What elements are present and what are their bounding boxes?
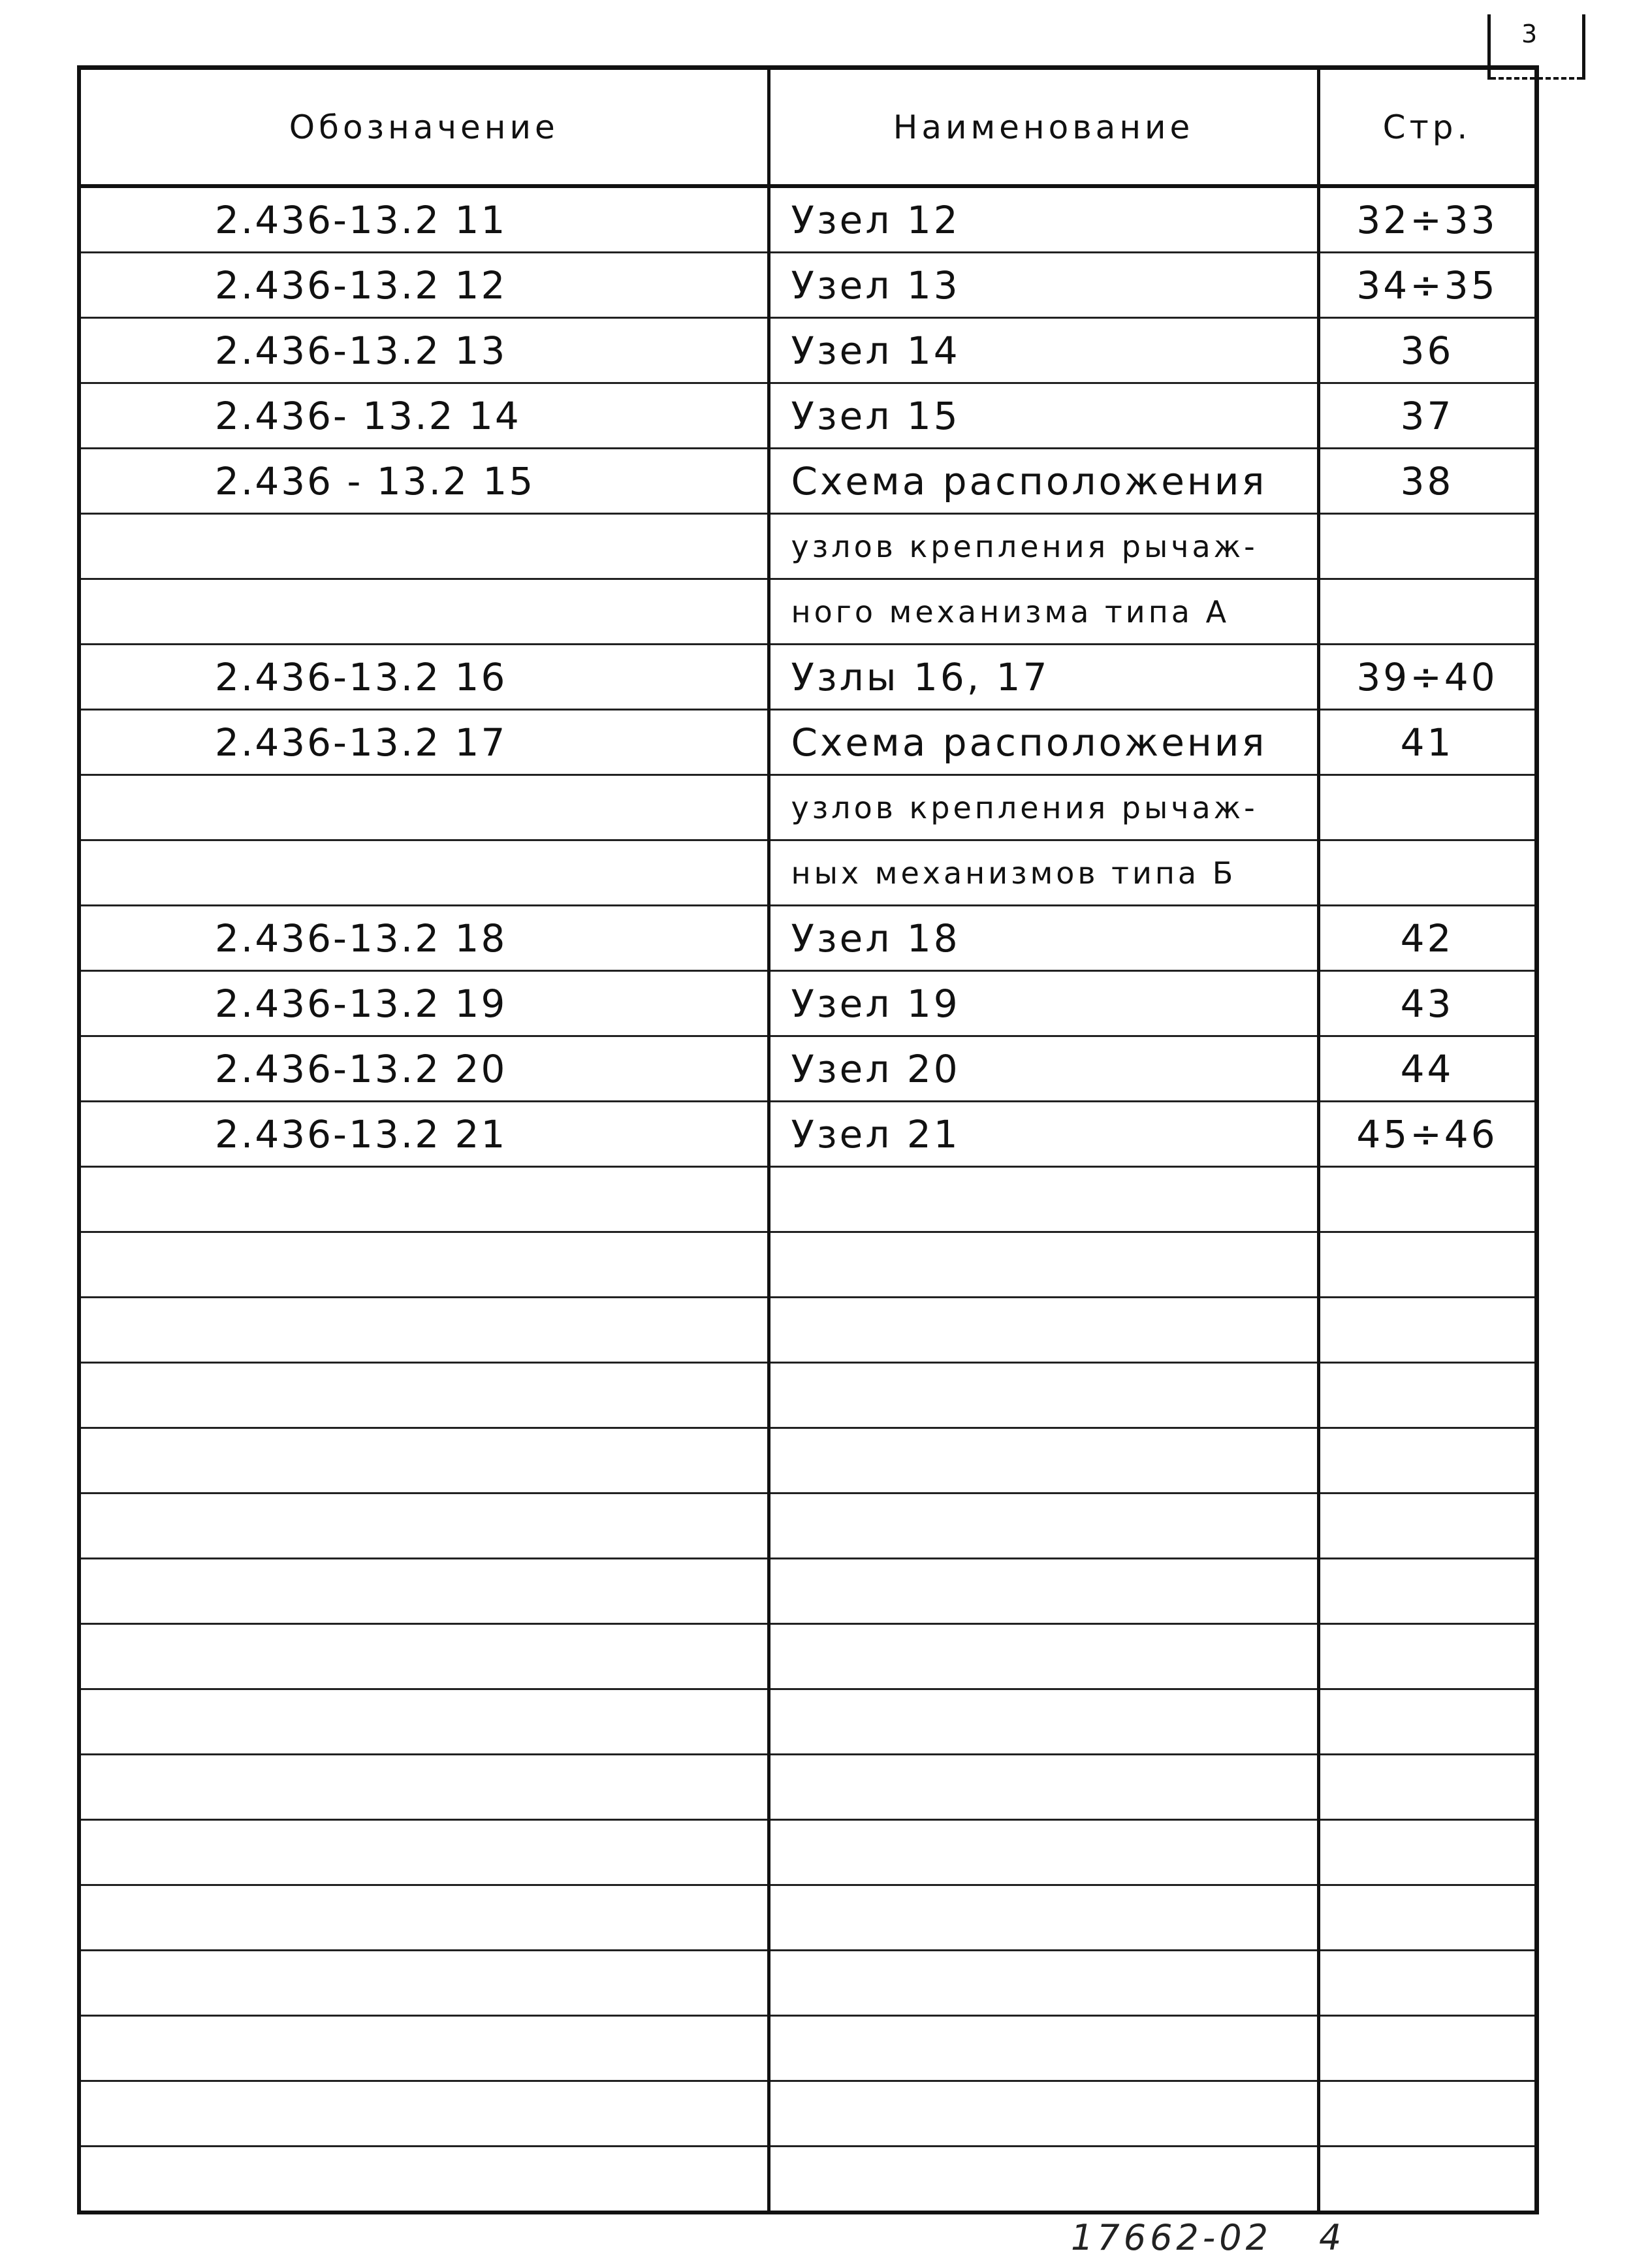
row-designation: 2.436-13.2 17 (79, 710, 769, 775)
table-row (79, 383, 1536, 449)
row-page: 45÷46 (1318, 1102, 1536, 1167)
row-designation: 2.436-13.2 18 (79, 906, 769, 971)
row-name: Узел 13 (769, 253, 1318, 318)
blank-cell (79, 1232, 769, 1298)
table-row (79, 579, 1536, 645)
header-designation: Обозначение (79, 68, 769, 187)
blank-cell (79, 1820, 769, 1885)
blank-cell (1318, 1428, 1536, 1493)
row-name: Узел 15 (769, 383, 1318, 449)
blank-row (79, 1689, 1536, 1755)
document-code: 17662-02 (1071, 2217, 1272, 2258)
row-designation: 2.436-13.2 19 (79, 971, 769, 1036)
blank-cell (769, 1232, 1318, 1298)
blank-cell (1318, 1951, 1536, 2016)
blank-cell (769, 1820, 1318, 1885)
blank-cell (79, 1755, 769, 1820)
blank-row (79, 1820, 1536, 1885)
blank-cell (769, 1624, 1318, 1689)
row-designation: 2.436-13.2 21 (79, 1102, 769, 1167)
row-name: Узел 19 (769, 971, 1318, 1036)
blank-row (79, 1755, 1536, 1820)
blank-cell (1318, 2016, 1536, 2081)
blank-cell (1318, 2147, 1536, 2213)
blank-cell (769, 1951, 1318, 2016)
row-page (1318, 514, 1536, 579)
blank-row (79, 1232, 1536, 1298)
row-name: Узел 12 (769, 186, 1318, 253)
table-row (79, 449, 1536, 514)
blank-cell (1318, 1298, 1536, 1363)
blank-row (79, 1493, 1536, 1559)
row-page: 36 (1318, 318, 1536, 383)
row-page: 34÷35 (1318, 253, 1536, 318)
blank-cell (1318, 1232, 1536, 1298)
blank-cell (79, 2081, 769, 2147)
table-row (79, 1102, 1536, 1167)
blank-row (79, 1298, 1536, 1363)
blank-cell (1318, 1624, 1536, 1689)
row-page: 37 (1318, 383, 1536, 449)
blank-row (79, 1428, 1536, 1493)
header-row (79, 68, 1536, 187)
row-designation (79, 579, 769, 645)
row-designation: 2.436-13.2 16 (79, 645, 769, 710)
table-row (79, 253, 1536, 318)
table-row (79, 645, 1536, 710)
page-number: 3 (1521, 20, 1538, 48)
row-page: 44 (1318, 1036, 1536, 1102)
row-name: Схема расположения (769, 710, 1318, 775)
row-page: 39÷40 (1318, 645, 1536, 710)
blank-cell (769, 2147, 1318, 2213)
header-page: Стр. (1318, 68, 1536, 187)
blank-cell (79, 1559, 769, 1624)
blank-cell (1318, 1755, 1536, 1820)
row-designation: 2.436 - 13.2 15 (79, 449, 769, 514)
blank-cell (79, 1298, 769, 1363)
blank-cell (1318, 1559, 1536, 1624)
row-designation: 2.436- 13.2 14 (79, 383, 769, 449)
row-name: узлов крепления рычаж- (769, 775, 1318, 840)
row-page: 41 (1318, 710, 1536, 775)
blank-cell (1318, 1363, 1536, 1428)
row-name: Схема расположения (769, 449, 1318, 514)
row-page (1318, 579, 1536, 645)
table-row (79, 775, 1536, 840)
blank-cell (769, 1689, 1318, 1755)
blank-cell (769, 2081, 1318, 2147)
table-body (79, 186, 1536, 2212)
row-designation: 2.436-13.2 12 (79, 253, 769, 318)
blank-row (79, 1885, 1536, 1951)
blank-row (79, 1167, 1536, 1232)
blank-cell (1318, 1689, 1536, 1755)
table-row (79, 1036, 1536, 1102)
row-name: узлов крепления рычаж- (769, 514, 1318, 579)
row-name: ного механизма типа А (769, 579, 1318, 645)
blank-cell (769, 1493, 1318, 1559)
blank-cell (769, 1298, 1318, 1363)
table-row (79, 971, 1536, 1036)
table-row (79, 840, 1536, 906)
row-page: 43 (1318, 971, 1536, 1036)
blank-row (79, 2081, 1536, 2147)
blank-cell (769, 2016, 1318, 2081)
blank-row (79, 2147, 1536, 2213)
table-row (79, 710, 1536, 775)
header-name: Наименование (769, 68, 1318, 187)
blank-row (79, 1624, 1536, 1689)
sheet-number: 4 (1319, 2217, 1342, 2258)
row-name: Узел 18 (769, 906, 1318, 971)
blank-cell (79, 2147, 769, 2213)
blank-cell (79, 1493, 769, 1559)
blank-cell (769, 1755, 1318, 1820)
blank-cell (79, 1167, 769, 1232)
row-designation (79, 775, 769, 840)
row-designation: 2.436-13.2 20 (79, 1036, 769, 1102)
row-page (1318, 840, 1536, 906)
blank-cell (1318, 1493, 1536, 1559)
blank-row (79, 2016, 1536, 2081)
blank-cell (769, 1428, 1318, 1493)
blank-cell (79, 2016, 769, 2081)
row-page: 38 (1318, 449, 1536, 514)
row-name: Узел 20 (769, 1036, 1318, 1102)
row-designation (79, 514, 769, 579)
blank-cell (1318, 1167, 1536, 1232)
table-row (79, 514, 1536, 579)
blank-cell (79, 1951, 769, 2016)
row-name: Узел 14 (769, 318, 1318, 383)
blank-row (79, 1559, 1536, 1624)
blank-cell (79, 1689, 769, 1755)
blank-cell (769, 1363, 1318, 1428)
blank-cell (1318, 1820, 1536, 1885)
blank-row (79, 1951, 1536, 2016)
row-page: 42 (1318, 906, 1536, 971)
blank-cell (769, 1885, 1318, 1951)
table-row (79, 906, 1536, 971)
table-row (79, 318, 1536, 383)
blank-cell (769, 1167, 1318, 1232)
row-designation: 2.436-13.2 13 (79, 318, 769, 383)
blank-cell (79, 1885, 769, 1951)
table-row (79, 186, 1536, 253)
row-name: Узлы 16, 17 (769, 645, 1318, 710)
row-page: 32÷33 (1318, 186, 1536, 253)
row-name: Узел 21 (769, 1102, 1318, 1167)
blank-cell (79, 1363, 769, 1428)
blank-cell (79, 1624, 769, 1689)
blank-row (79, 1363, 1536, 1428)
blank-cell (769, 1559, 1318, 1624)
row-page (1318, 775, 1536, 840)
blank-cell (79, 1428, 769, 1493)
row-designation (79, 840, 769, 906)
contents-table (77, 65, 1539, 2214)
blank-cell (1318, 1885, 1536, 1951)
row-designation: 2.436-13.2 11 (79, 186, 769, 253)
row-name: ных механизмов типа Б (769, 840, 1318, 906)
blank-cell (1318, 2081, 1536, 2147)
